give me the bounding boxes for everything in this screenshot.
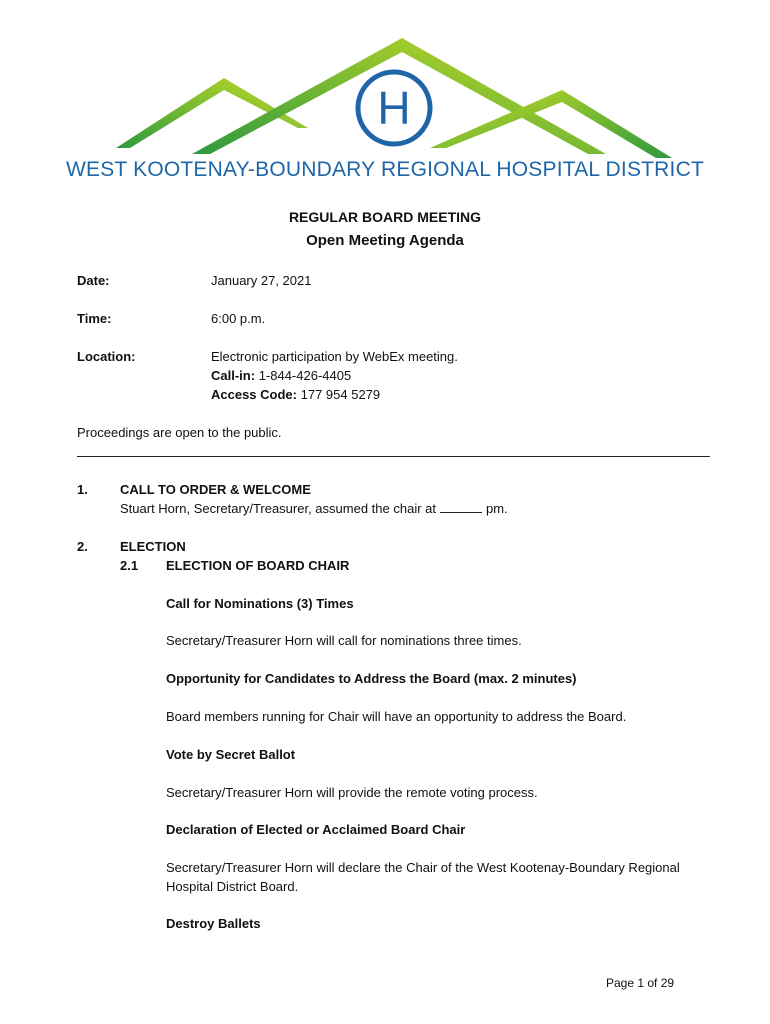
public-note: Proceedings are open to the public. xyxy=(77,425,282,440)
vote-heading: Vote by Secret Ballot xyxy=(166,747,296,762)
declaration-text-line-1: Secretary/Treasurer Horn will declare the Chair of the West Kootenay-Boundary Regional xyxy=(166,860,680,875)
location-value: Electronic participation by WebEx meeting. xyxy=(211,349,458,364)
access-code-label: Access Code: xyxy=(211,387,297,402)
page-number: Page 1 of 29 xyxy=(606,976,675,990)
item-2-number: 2. xyxy=(77,539,88,554)
destroy-ballots-heading: Destroy Ballets xyxy=(166,916,261,931)
date-label: Date: xyxy=(77,273,110,288)
item-2-1-title: ELECTION OF BOARD CHAIR xyxy=(166,558,350,573)
declaration-heading: Declaration of Elected or Acclaimed Board Chair xyxy=(166,822,466,837)
nominations-text: Secretary/Treasurer Horn will call for nominations three times. xyxy=(166,633,522,648)
meeting-title-block xyxy=(0,205,770,253)
time-value: 6:00 p.m. xyxy=(211,311,266,326)
declaration-text-line-2: Hospital District Board. xyxy=(166,879,299,894)
item-1-text-b: pm. xyxy=(486,501,508,516)
meeting-subtitle: Open Meeting Agenda xyxy=(306,232,464,249)
meeting-title: REGULAR BOARD MEETING xyxy=(288,209,482,225)
item-1-text-a: Stuart Horn, Secretary/Treasurer, assumed the chair at xyxy=(120,501,436,516)
item-1-text xyxy=(120,499,508,518)
time-label: Time: xyxy=(77,311,112,326)
candidates-text: Board members running for Chair will have an opportunity to address the Board. xyxy=(166,709,627,724)
date-value: January 27, 2021 xyxy=(211,273,312,288)
access-code-value: 177 954 5279 xyxy=(300,387,381,402)
item-2-1-number: 2.1 xyxy=(120,558,139,573)
item-1-number: 1. xyxy=(77,482,88,497)
vote-text: Secretary/Treasurer Horn will provide the remote voting process. xyxy=(166,785,538,800)
callin-number: 1-844-426-4405 xyxy=(258,368,352,383)
callin-line xyxy=(211,366,351,385)
logo-letter: H xyxy=(377,82,411,134)
item-2-title: ELECTION xyxy=(120,539,186,554)
nominations-heading: Call for Nominations (3) Times xyxy=(166,596,354,611)
candidates-heading: Opportunity for Candidates to Address the Board (max. 2 minutes) xyxy=(166,671,577,686)
organization-name: WEST KOOTENAY-BOUNDARY REGIONAL HOSPITAL DISTRICT xyxy=(66,158,704,181)
access-code-line xyxy=(211,385,380,404)
time-blank xyxy=(440,501,482,513)
location-label: Location: xyxy=(77,349,136,364)
callin-label: Call-in: xyxy=(211,368,256,383)
item-1-title: CALL TO ORDER & WELCOME xyxy=(120,482,311,497)
section-divider xyxy=(77,456,710,457)
